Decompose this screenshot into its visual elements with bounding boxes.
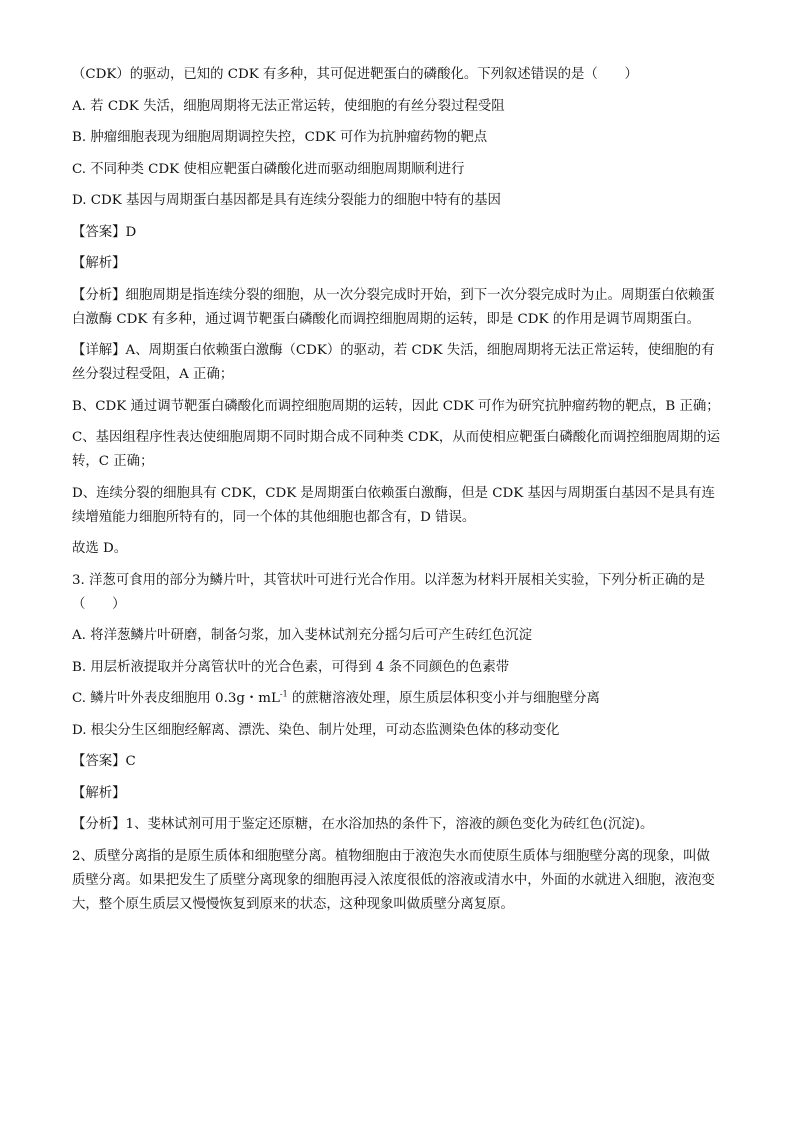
- question-2-explanation-heading: 【解析】: [72, 256, 126, 271]
- question-3-option-c: [72, 687, 722, 711]
- question-3-analysis-2: 2、质壁分离指的是原生质体和细胞壁分离。植物细胞由于液泡失水而使原生质体与细胞壁分离的现象，叫做质壁分离。如果把发生了质壁分离现象的细胞再浸入浓度很低的溶液或清水中，外面的水就进入细胞，液泡变大，整个原生质层又慢慢恢复到原来的状态，这种现象叫做质壁分离复原。: [72, 848, 715, 912]
- question-2-option-b: B. 肿瘤细胞表现为细胞周期调控失控，CDK 可作为抗肿瘤药物的靶点: [72, 130, 488, 145]
- option-c-superscript: -1: [279, 689, 288, 699]
- option-c-text-suffix: 的蔗糖溶液处理，原生质层体积变小并与细胞壁分离: [287, 691, 600, 706]
- question-2-detail-a: 【详解】A、周期蛋白依赖蛋白激酶（CDK）的驱动，若 CDK 失活，细胞周期将无法正常运转，使细胞的有丝分裂过程受阻，A 正确；: [72, 343, 715, 382]
- question-3-explanation-heading: 【解析】: [72, 785, 126, 801]
- question-3-option-d: D. 根尖分生区细胞经解离、漂洗、染色、制片处理，可动态监测染色体的移动变化: [72, 722, 560, 738]
- question-3-option-a: A. 将洋葱鳞片叶研磨，制备匀浆，加入斐林试剂充分摇匀后可产生砖红色沉淀: [72, 628, 533, 643]
- question-3-analysis-1: 【分析】1、斐林试剂可用于鉴定还原糖，在水浴加热的条件下，溶液的颜色变化为砖红色(沉淀)。: [72, 817, 654, 832]
- option-c-text-prefix: C. 鳞片叶外表皮细胞用 0.3g・mL: [72, 691, 280, 706]
- document-body: [72, 63, 722, 924]
- question-2-detail-c: C、基因组程序性表达使细胞周期不同时期合成不同种类 CDK，从而使相应靶蛋白磷酸化而调控细胞周期的运转，C 正确；: [72, 430, 721, 469]
- question-3-option-b: B. 用层析液提取并分离管状叶的光合色素，可得到 4 条不同颜色的色素带: [72, 659, 510, 675]
- question-2-analysis: 【分析】细胞周期是指连续分裂的细胞，从一次分裂完成时开始，到下一次分裂完成时为止。周期蛋白依赖蛋白激酶 CDK 有多种，通过调节靶蛋白磷酸化而调控细胞周期的运转，即是 CDK 的作用是调节周期蛋白。: [72, 287, 715, 327]
- question-2-conclusion: 故选 D。: [72, 541, 128, 556]
- question-3-answer: 【答案】C: [72, 754, 136, 769]
- question-2-stem-continued: （CDK）的驱动，已知的 CDK 有多种，其可促进靶蛋白的磷酸化。下列叙述错误的是（ ）: [72, 67, 638, 82]
- question-2-answer: 【答案】D: [72, 224, 137, 240]
- question-2-detail-d: D、连续分裂的细胞具有 CDK，CDK 是周期蛋白依赖蛋白激酶，但是 CDK 基因与周期蛋白基因不是具有连续增殖能力细胞所特有的，同一个体的其他细胞也都含有，D 错误。: [72, 485, 715, 525]
- question-2-detail-b: B、CDK 通过调节靶蛋白磷酸化而调控细胞周期的运转，因此 CDK 可作为研究抗肿瘤药物的靶点，B 正确；: [72, 398, 720, 414]
- question-2-option-a: A. 若 CDK 失活，细胞周期将无法正常运转，使细胞的有丝分裂过程受阻: [72, 98, 505, 114]
- question-2-option-c: C. 不同种类 CDK 使相应靶蛋白磷酸化进而驱动细胞周期顺利进行: [72, 161, 465, 177]
- question-3-stem: 3. 洋葱可食用的部分为鳞片叶，其管状叶可进行光合作用。以洋葱为材料开展相关实验，下列分析正确的是（ ）: [72, 572, 705, 612]
- question-2-option-d: D. CDK 基因与周期蛋白基因都是具有连续分裂能力的细胞中特有的基因: [72, 193, 501, 208]
